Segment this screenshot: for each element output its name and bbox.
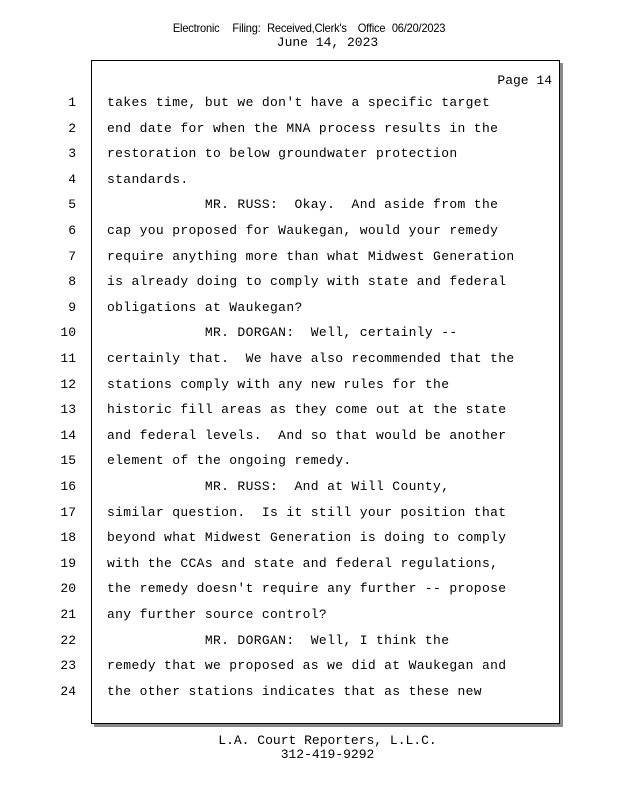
line-text: the remedy doesn't require any further -- propose [107,581,507,597]
line-text: historic fill areas as they come out at the state [107,402,507,418]
transcript-line [68,274,559,300]
line-number: 13 [60,402,76,418]
line-text: takes time, but we don't have a specific target [107,95,491,110]
filing-stamp-word: Office [357,21,386,35]
line-number: 1 [68,95,76,110]
line-text: obligations at Waukegan? [107,299,303,315]
line-number: 7 [68,248,76,264]
line-number: 20 [60,581,76,597]
transcript-line [60,427,559,454]
line-number: 24 [60,683,76,699]
line-number: 5 [68,197,76,213]
line-text: beyond what Midwest Generation is doing to comply [107,530,507,546]
line-text: restoration to below groundwater protection [107,146,458,162]
line-text: element of the ongoing remedy. [107,453,352,469]
transcript-line [60,402,559,428]
transcript-line [60,607,559,633]
footer-company: L.A. Court Reporters, L.L.C. [218,733,437,748]
transcript-line [60,683,559,710]
line-number: 17 [60,504,76,520]
transcript-date: June 14, 2023 [276,35,379,50]
transcript-line [60,581,559,607]
transcript-line [60,351,559,377]
transcript-line [68,146,559,172]
transcript-page [60,60,560,724]
transcript-line [68,223,559,249]
footer-phone: 312-419-9292 [280,747,375,762]
line-text: MR. DORGAN: Well, certainly -- [107,325,458,341]
filing-stamp-word: Electronic [172,21,220,35]
line-number: 18 [60,530,76,546]
transcript-line [68,299,559,326]
transcript-line [60,632,559,659]
transcript-line [68,171,559,198]
transcript-line [68,248,559,275]
line-number: 23 [60,658,76,674]
line-number: 8 [68,274,76,290]
line-number: 16 [60,479,76,494]
line-number: 6 [68,223,76,238]
line-number: 3 [68,146,76,162]
line-text: is already doing to comply with state and federal [107,274,507,290]
line-number: 19 [60,555,76,571]
transcript-line [60,453,559,479]
transcript-line [60,658,559,684]
line-text: any further source control? [107,607,328,622]
transcript-line [60,325,559,351]
filing-stamp-date: 06/20/2023 [391,21,446,35]
transcript-line [60,376,559,403]
transcript-line [60,530,559,556]
line-text: cap you proposed for Waukegan, would your remedy [107,223,499,238]
line-number: 9 [68,299,76,315]
filing-stamp-word: Filing: [232,21,261,35]
filing-stamp [25,21,594,35]
line-text: require anything more than what Midwest Generation [107,248,515,264]
line-text: the other stations indicates that as these new [107,683,482,699]
line-number: 21 [60,607,76,622]
transcript-line [60,479,559,505]
transcript-line [68,197,559,223]
line-text: with the CCAs and state and federal regulations, [107,555,499,571]
line-number: 11 [60,351,76,366]
line-number: 14 [60,427,76,443]
line-text: MR. RUSS: And at Will County, [107,479,450,494]
line-number: 15 [60,453,76,469]
line-text: MR. RUSS: Okay. And aside from the [107,197,499,213]
line-text: standards. [107,171,189,187]
transcript-line [60,555,559,582]
line-number: 10 [60,325,76,341]
page-number: Page 14 [497,73,552,88]
line-text: similar question. Is it still your position that [107,504,507,520]
filing-stamp-word: Received,Clerk's [267,21,347,35]
line-number: 2 [68,120,76,136]
transcript-line [60,504,559,531]
line-number: 22 [60,632,76,648]
line-number: 12 [60,376,76,392]
line-text: remedy that we proposed as we did at Waukegan and [107,658,507,674]
transcript-line [68,120,559,147]
line-text: stations comply with any new rules for the [107,376,450,392]
line-text: end date for when the MNA process results in the [107,120,499,136]
line-text: MR. DORGAN: Well, I think the [107,632,450,648]
line-text: certainly that. We have also recommended that the [107,351,515,366]
line-text: and federal levels. And so that would be another [107,427,507,443]
transcript-line [68,95,559,121]
line-number: 4 [68,171,76,187]
